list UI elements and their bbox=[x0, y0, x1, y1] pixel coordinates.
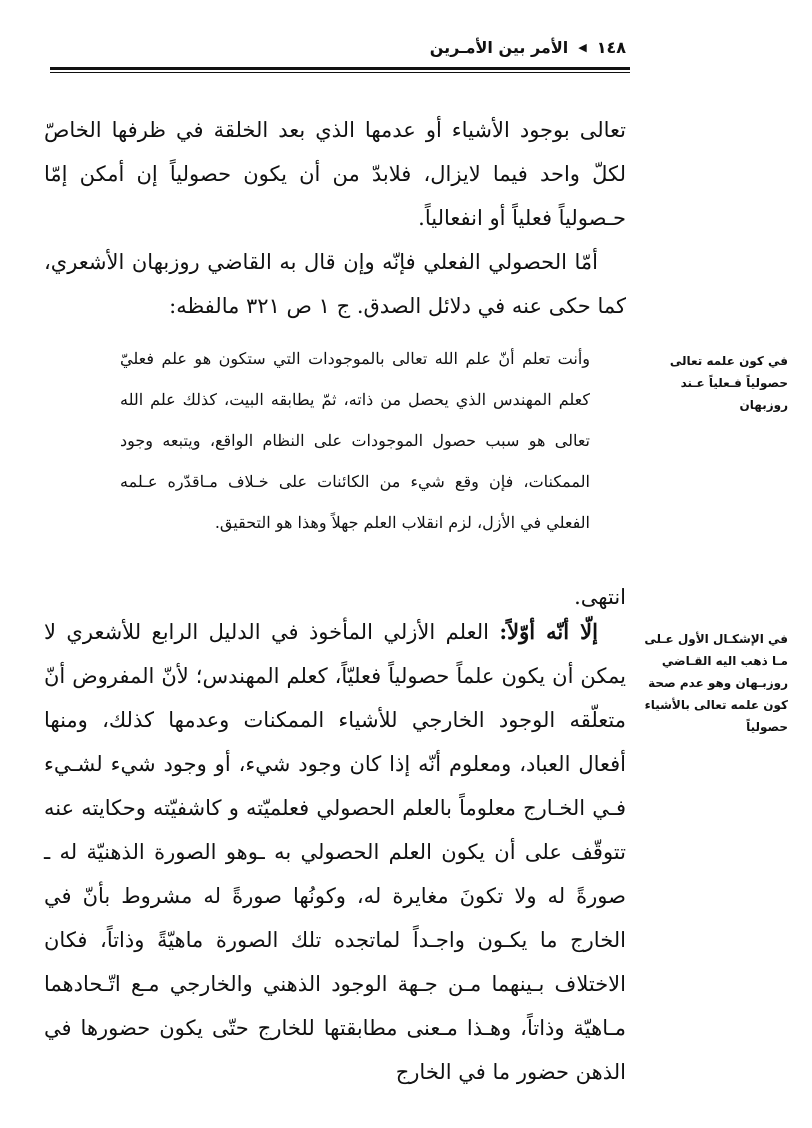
paragraph-3-lead: إلّا أنّه أوّلاً: bbox=[499, 619, 598, 644]
running-header bbox=[50, 30, 626, 64]
arrow-icon: ◀ bbox=[578, 40, 587, 54]
chapter-title: الأمر بين الأمـرين bbox=[429, 37, 569, 57]
margin-note-2: في الإشكـال الأول عـلى مـا ذهب اليه القـاضي روزبـهان وهو عدم صحة كون علمه تعالى بالأشياء حصولياً bbox=[644, 632, 788, 734]
paragraph-1: تعالى بوجود الأشياء أو عدمها الذي بعد الخلقة في ظرفها الخاصّ لكلّ واحد فيما لايزال، فلابدّ من أن يكون حصولياً إن أمكن إمّا حـصولياً فعلياً أو انفعالياً. bbox=[44, 118, 626, 230]
quotation-block: وأنت تعلم أنّ علم الله تعالى بالموجودات التي ستكون هو علم فعليّ كعلم المهندس الذي يحصل من ذاته، ثمّ يطابقه البيت، كذلك علم الله تعالى هو سبب حصول الموجودات على النظام الواقع، ويتبعه وجود الممكنات، فإن وقع شيء من الكائنات على خـلاف مـاقدّره عـلمه الفعلي في الأزل، لزم انقلاب العلم جهلاً وهذا هو التحقيق. bbox=[120, 349, 590, 532]
margin-note-1: في كون علمه تعالى حصولياً فـعلياً عـند روزبهان bbox=[669, 354, 788, 412]
header-rule-thin bbox=[50, 72, 630, 73]
page-number: ١٤٨ bbox=[596, 37, 626, 57]
header-rule bbox=[50, 67, 630, 70]
quote-end-marker: انتهى. bbox=[574, 585, 626, 609]
paragraph-3-text: العلم الأزلي المأخوذ في الدليل الرابع للأشعري لا يمكن أن يكون علماً حصولياً فعليّاً، كعلم المهندس؛ لأنّ المفروض أنّ متعلّقه الوجود الخارجي للأشياء الممكنات وعدمها كذلك، ومنها أفعال العباد، ومعلوم أنّه إذا كان وجود شيء، أو وجود شيء لشـيء فـي الخـارج معلوماً بالعلم الحصولي فعلميّته و كاشفيّته وحكايته عنه تتوقّف على أن يكون العلم الحصولي به ـوهو الصورة الذهنيّة له ـ صورةً له ولا تكونَ مغايرة له، وكونُها صورةً له مشروط بأنّ في الخارج ما يكـون واجـداً لماتجده تلك الصورة ماهيّةً وذاتاً، فكان الاختلاف بـينهما مـن جـهة الوجود الذهني والخارجي مـع اتّـحادهما مـاهيّة وذاتاً، وهـذا مـعنى مطابقتها للخارج حتّى يكون حضورها في الذهن حضور ما في الخارج bbox=[44, 620, 626, 1084]
paragraph-3 bbox=[44, 610, 626, 1094]
paragraph-2: أمّا الحصولي الفعلي فإنّه وإن قال به القاضي روزبهان الأشعري، كما حكى عنه في دلائل الصدق. ج ١ ص ٣٢١ مالفظه: bbox=[44, 250, 626, 318]
